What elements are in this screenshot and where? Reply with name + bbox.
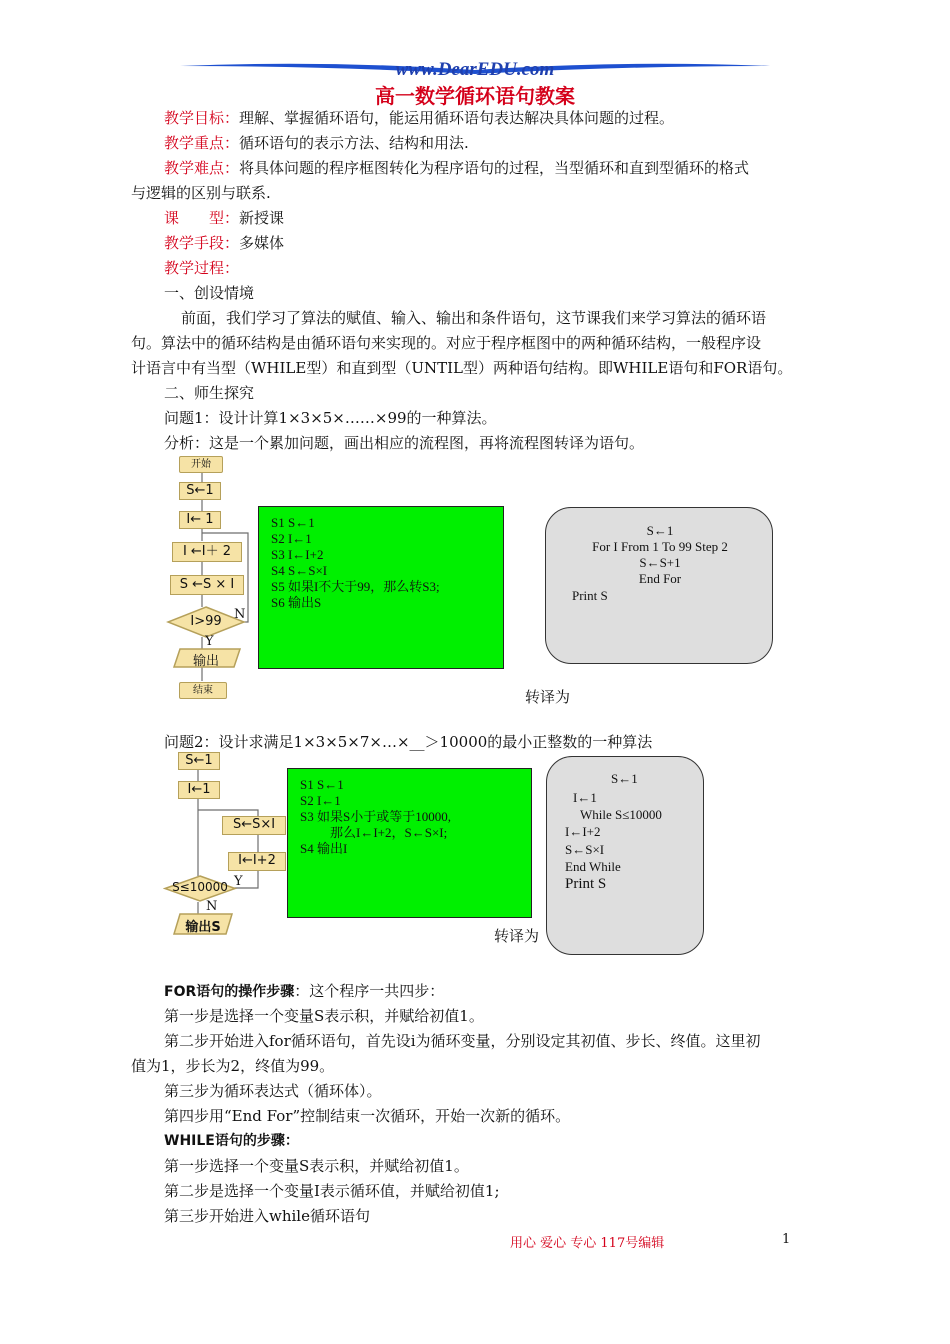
steps1-line: S3 I←I+2: [271, 547, 324, 562]
flow1-s-mult: S ←S × I: [170, 575, 244, 595]
steps-box-2: [287, 768, 532, 918]
type-line: 课 型：新授课: [164, 209, 285, 227]
focus-line: 教学重点：循环语句的表示方法、结构和用法.: [164, 134, 469, 152]
steps1-line: S6 输出S: [271, 595, 322, 610]
section1-para: 计语言中有当型（WHILE型）和直到型（UNTIL型）两种语句结构。即WHILE语句和FOR语句。: [131, 359, 793, 377]
code2-line: Print S: [565, 876, 607, 892]
flow1-s-init: S←1: [179, 482, 221, 500]
for-step-3: 第三步为循环表达式（循环体）。: [164, 1082, 382, 1100]
steps1-line: S2 I←1: [271, 531, 312, 546]
question-1: 问题1：设计计算1×3×5×……×99的一种算法。: [164, 409, 497, 427]
for-step-1: 第一步是选择一个变量S表示积，并赋给初值1。: [164, 1007, 484, 1025]
steps1-line: S5 如果I不大于99，那么转S3;: [271, 579, 440, 594]
flow2-s-mult: S←S×I: [222, 816, 286, 835]
flow1-i-init: I← 1: [179, 511, 221, 529]
for-step-2: 第二步开始进入for循环语句，首先设i为循环变量，分别设定其初值、步长、终值。这里初: [164, 1032, 761, 1050]
means-line: 教学手段：多媒体: [164, 234, 285, 252]
page-number: 1: [782, 1232, 791, 1247]
steps1-line: S1 S←1: [271, 515, 315, 530]
steps-box-1: [258, 506, 504, 669]
code2-line: I←I+2: [565, 824, 601, 839]
steps2-line: 那么I←I+2，S←S×I;: [330, 825, 448, 840]
section1-para: 前面，我们学习了算法的赋值、输入、输出和条件语句，这节课我们来学习算法的循环语: [181, 309, 767, 327]
steps2-line: S1 S←1: [300, 777, 344, 792]
while-step-3: 第三步开始进入while循环语句: [164, 1207, 370, 1225]
flow2-i-step: I←I+2: [228, 852, 286, 871]
code2-line: S←S×I: [565, 842, 605, 857]
flow2-yes: Y: [234, 874, 243, 889]
flow1-cond: I>99: [190, 614, 222, 629]
steps2-line: S3 如果S小于或等于10000,: [300, 809, 451, 824]
while-steps-heading: WHILE语句的步骤：: [164, 1133, 299, 1149]
flow1-end: 结束: [179, 682, 227, 699]
for-steps-line: FOR语句的操作步骤：这个程序一共四步：: [164, 982, 445, 1000]
flow2-output: 输出S: [185, 920, 221, 935]
translate-label-1: 转译为: [525, 688, 571, 706]
code-box-1: [545, 507, 773, 664]
while-step-2: 第二步是选择一个变量I表示循环值，并赋给初值1;: [164, 1182, 500, 1200]
flow1-output: 输出: [192, 654, 219, 669]
process-label: 教学过程：: [164, 259, 240, 277]
steps2-line: S2 I←1: [300, 793, 341, 808]
code2-line: While S≤10000: [580, 807, 662, 822]
flow1-yes: Y: [205, 634, 214, 649]
code1-line: S←S+1: [639, 555, 681, 570]
flow2-i-init: I←1: [178, 781, 220, 799]
code1-line: End For: [638, 571, 682, 586]
difficulty-line-2: 与逻辑的区别与联系.: [131, 184, 271, 202]
flow2-no: N: [206, 899, 218, 914]
goal-line: 教学目标：理解、掌握循环语句，能运用循环语句表达解决具体问题的过程。: [164, 109, 675, 127]
code1-line: Print S: [572, 588, 608, 603]
for-step-4: 第四步用“End For”控制结束一次循环，开始一次新的循环。: [164, 1107, 571, 1125]
code-box-2: [546, 756, 704, 955]
flow1-no: N: [234, 607, 246, 622]
flow2-s-init: S←1: [178, 752, 220, 770]
analysis-text: 分析：这是一个累加问题，画出相应的流程图，再将流程图转译为语句。: [164, 434, 645, 452]
flow2-cond: S≤10000: [172, 880, 228, 894]
steps2-line: S4 输出I: [300, 841, 348, 856]
section2-heading: 二、师生探究: [164, 384, 255, 402]
code2-line: S←1: [611, 771, 638, 786]
translate-label-2: 转译为: [494, 927, 540, 945]
flow1-start: 开始: [179, 456, 223, 473]
code2-line: End While: [565, 859, 621, 874]
code1-line: S←1: [646, 523, 674, 538]
steps1-line: S4 S←S×I: [271, 563, 328, 578]
footer-slogan: 用心 爱心 专心 117号编辑: [510, 1236, 665, 1251]
for-step-2-cont: 值为1，步长为2，终值为99。: [131, 1057, 335, 1075]
question-2: 问题2：设计求满足1×3×5×7×…×__＞10000的最小正整数的一种算法: [164, 733, 653, 751]
difficulty-line: 教学难点：将具体问题的程序框图转化为程序语句的过程，当型循环和直到型循环的格式: [164, 159, 750, 177]
code2-line: I←1: [573, 790, 597, 805]
section1-heading: 一、创设情境: [164, 284, 255, 302]
code1-line: For I From 1 To 99 Step 2: [592, 539, 728, 554]
while-step-1: 第一步选择一个变量S表示积，并赋给初值1。: [164, 1157, 469, 1175]
flow1-i-step: I ←I＋ 2: [172, 542, 242, 562]
site-logo: www.DearEDU.com: [395, 59, 555, 80]
page-title: 高一数学循环语句教案: [375, 84, 575, 108]
section1-para: 句。算法中的循环结构是由循环语句来实现的。对应于程序框图中的两种循环结构，一般程序设: [131, 334, 762, 352]
